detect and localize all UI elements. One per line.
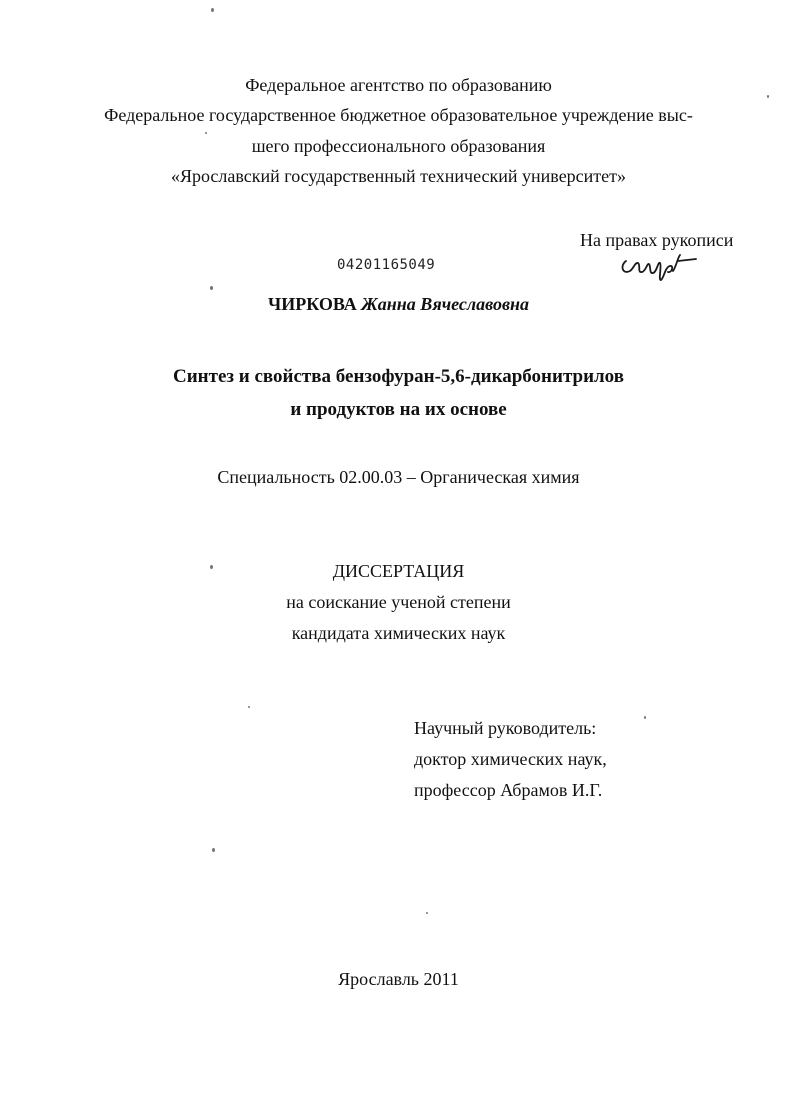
degree-line1: на соискание ученой степени bbox=[286, 592, 511, 612]
degree-line2: кандидата химических наук bbox=[291, 623, 506, 643]
university-name: «Ярославский государственный технический университет» bbox=[170, 166, 627, 186]
author-name bbox=[0, 293, 797, 315]
document-type: ДИССЕРТАЦИЯ bbox=[332, 561, 465, 581]
institution-name-line2: шего профессионального образования bbox=[251, 136, 546, 156]
handwritten-signature bbox=[618, 247, 698, 283]
scan-speck bbox=[211, 8, 214, 12]
supervisor-name: профессор Абрамов И.Г. bbox=[414, 780, 603, 800]
author-surname: ЧИРКОВА bbox=[268, 294, 357, 314]
specialty: Специальность 02.00.03 – Органическая химия bbox=[217, 467, 580, 487]
scan-speck bbox=[644, 716, 646, 719]
scan-speck bbox=[205, 132, 207, 134]
dissertation-title-line1: Синтез и свойства бензофуран-5,6-дикарбонитрилов bbox=[173, 366, 624, 387]
scan-speck bbox=[767, 95, 769, 98]
archive-number: 04201165049 bbox=[337, 257, 436, 273]
dissertation-title-line2: и продуктов на их основе bbox=[290, 399, 507, 420]
supervisor-label: Научный руководитель: bbox=[414, 718, 597, 738]
scan-speck bbox=[210, 565, 213, 569]
place-and-year: Ярославль 2011 bbox=[338, 969, 459, 989]
manuscript-note: На правах рукописи bbox=[580, 230, 734, 250]
agency-name: Федеральное агентство по образованию bbox=[245, 75, 552, 95]
scan-speck bbox=[210, 286, 213, 290]
author-given-names: Жанна Вячеславовна bbox=[361, 294, 529, 314]
supervisor-degree: доктор химических наук, bbox=[414, 749, 607, 769]
scan-speck bbox=[212, 848, 215, 852]
scan-speck bbox=[248, 706, 250, 708]
scan-speck bbox=[426, 912, 428, 914]
institution-name-line1: Федеральное государственное бюджетное образовательное учреждение выс- bbox=[104, 105, 693, 125]
